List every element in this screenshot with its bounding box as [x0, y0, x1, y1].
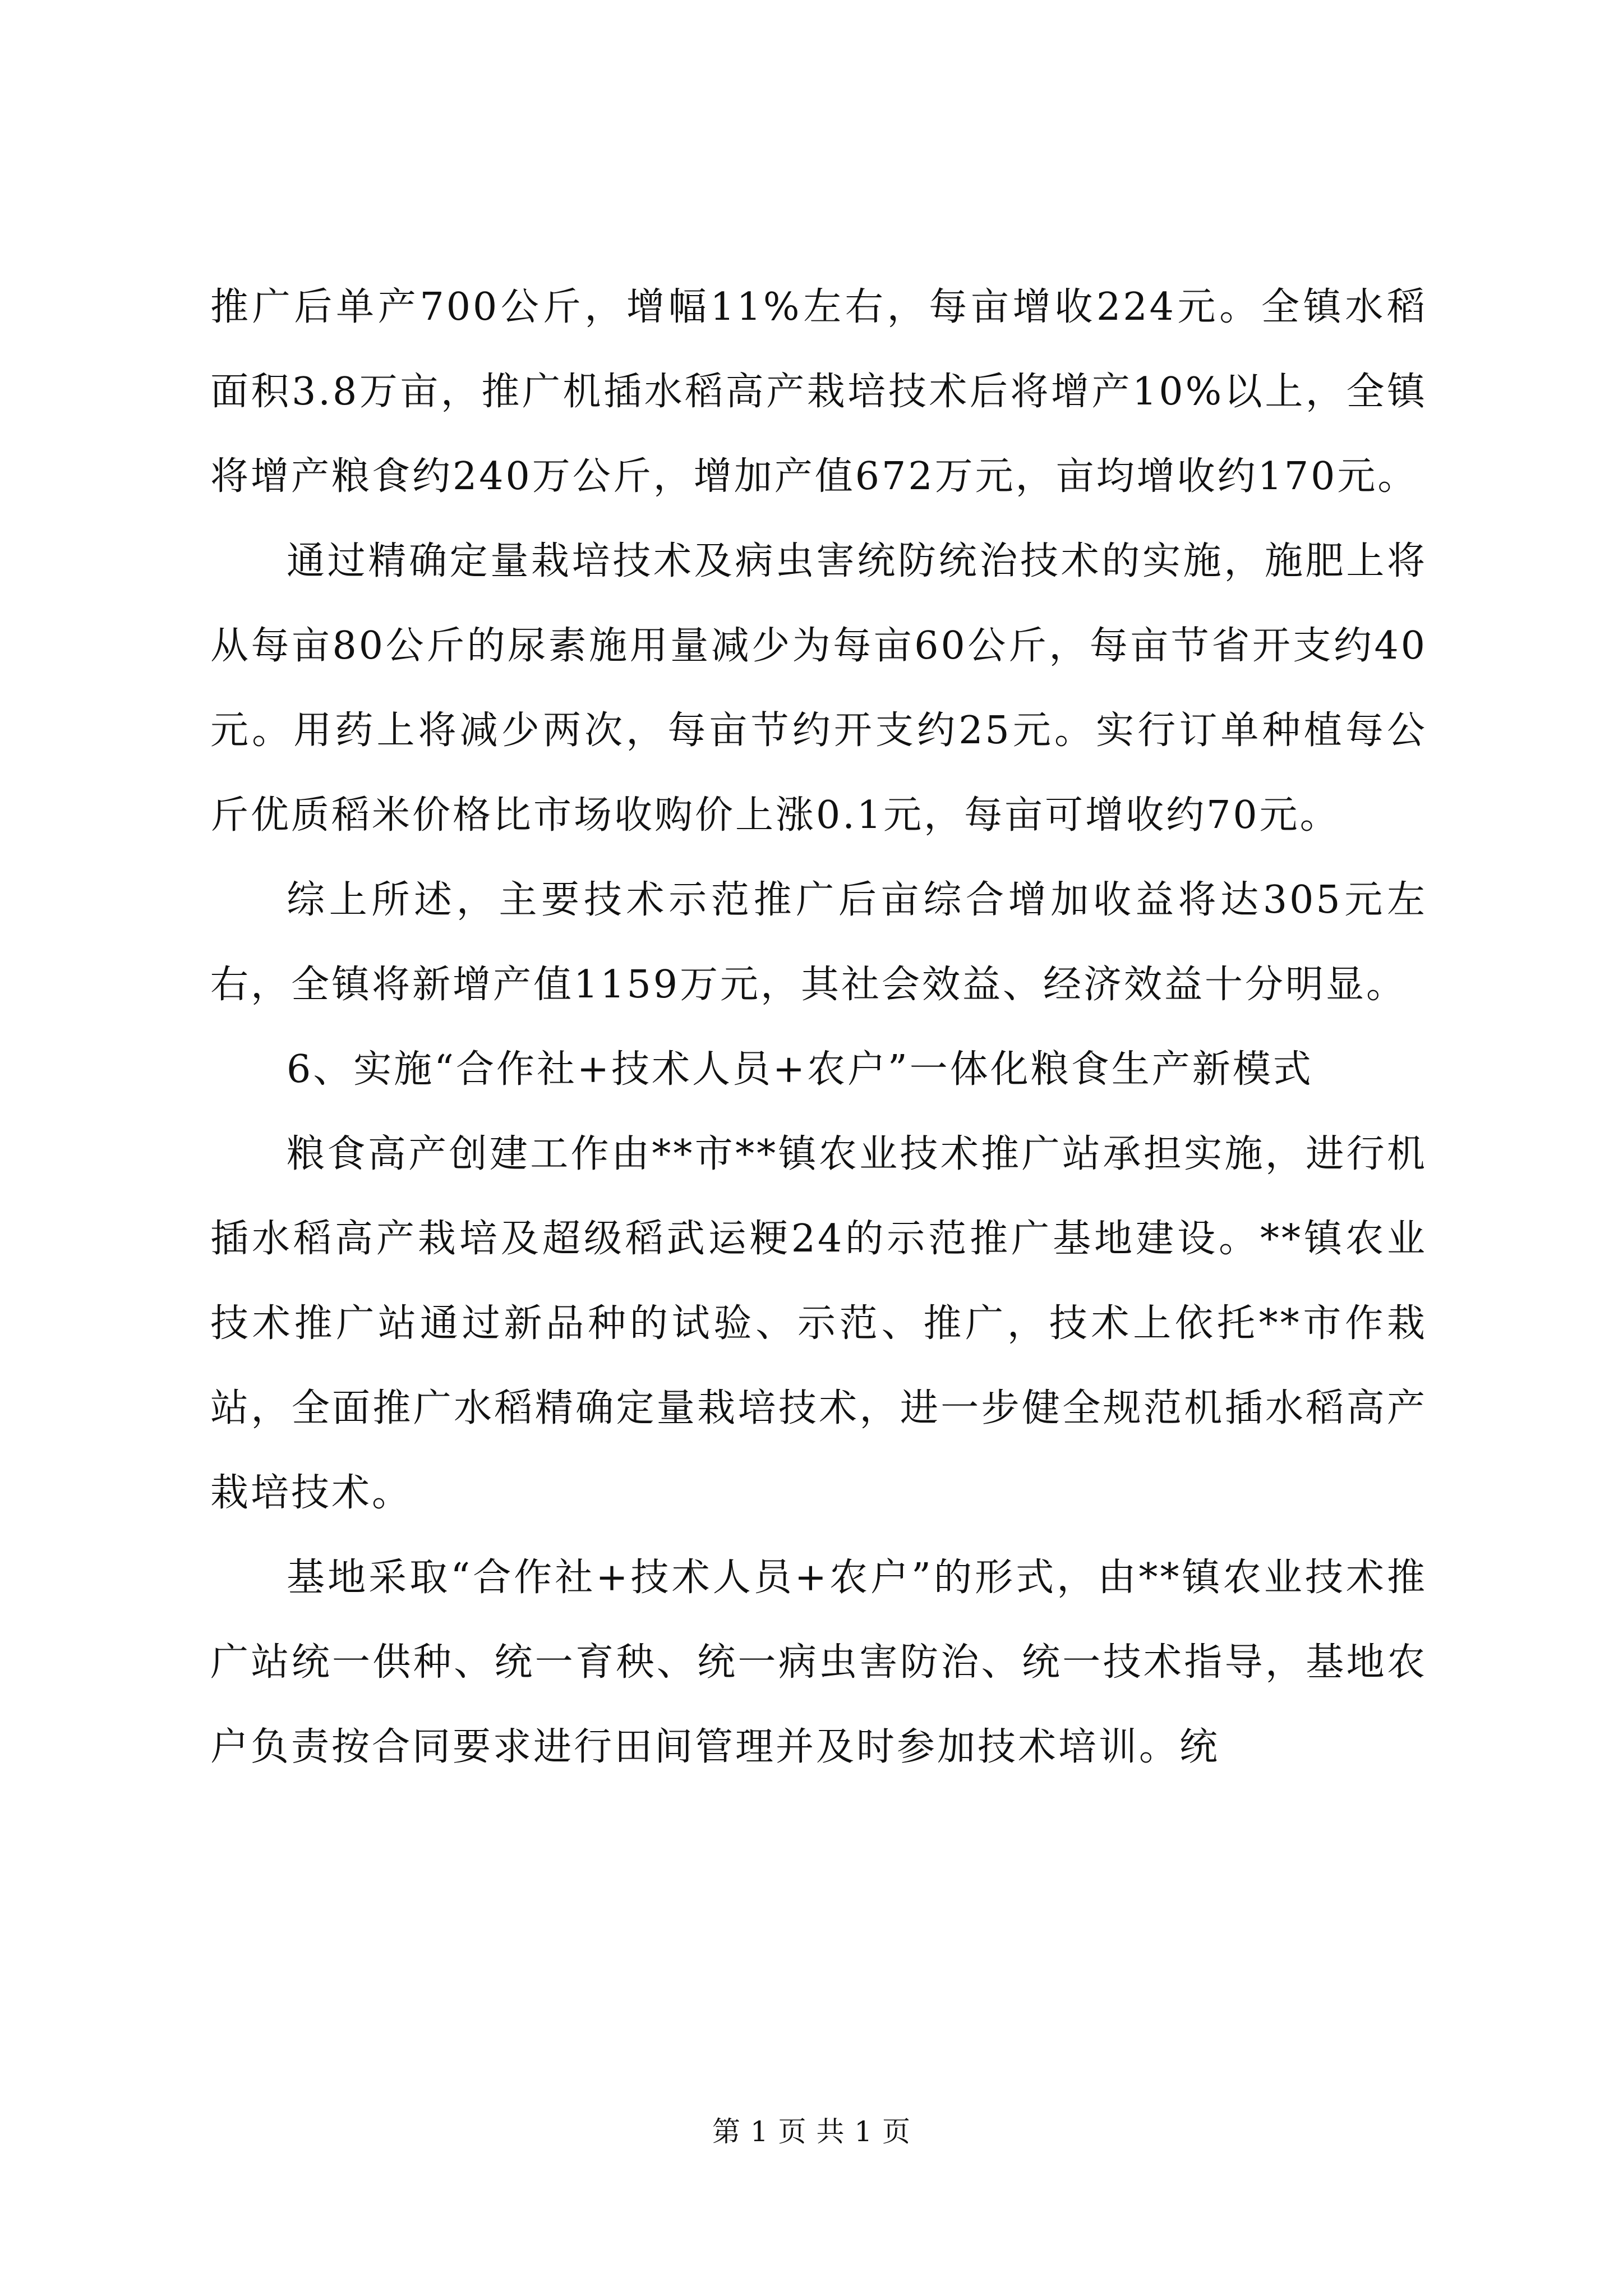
- document-body: [210, 265, 1427, 1789]
- section-heading: 6、实施“合作社+技术人员+农户”一体化粮食生产新模式: [287, 1047, 1313, 1092]
- paragraph-2: 通过精确定量栽培技术及病虫害统防统治技术的实施，施肥上将从每亩80公斤的尿素施用量减少为每亩60公斤，每亩节省开支约40元。用药上将减少两次，每亩节约开支约25元。实行订单种植每公斤优质稻米价格比市场收购价上涨0.1元，每亩可增收约70元。: [210, 539, 1427, 838]
- paragraph-3: 综上所述，主要技术示范推广后亩综合增加收益将达305元左右，全镇将新增产值1159万元，其社会效益、经济效益十分明显。: [210, 878, 1427, 1007]
- paragraph-1: 推广后单产700公斤，增幅11%左右，每亩增收224元。全镇水稻面积3.8万亩，推广机插水稻高产栽培技术后将增产10%以上，全镇将增产粮食约240万公斤，增加产值672万元，亩均增收约170元。: [210, 285, 1427, 499]
- paragraph-6: 基地采取“合作社+技术人员+农户”的形式，由**镇农业技术推广站统一供种、统一育秧、统一病虫害防治、统一技术指导，基地农户负责按合同要求进行田间管理并及时参加技术培训。统: [210, 1556, 1427, 1769]
- page-footer: 第 1 页 共 1 页: [712, 2115, 911, 2148]
- paragraph-5: 粮食高产创建工作由**市**镇农业技术推广站承担实施，进行机插水稻高产栽培及超级稻武运粳24的示范推广基地建设。**镇农业技术推广站通过新品种的试验、示范、推广，技术上依托**市作栽站，全面推广水稻精确定量栽培技术，进一步健全规范机插水稻高产栽培技术。: [210, 1132, 1427, 1515]
